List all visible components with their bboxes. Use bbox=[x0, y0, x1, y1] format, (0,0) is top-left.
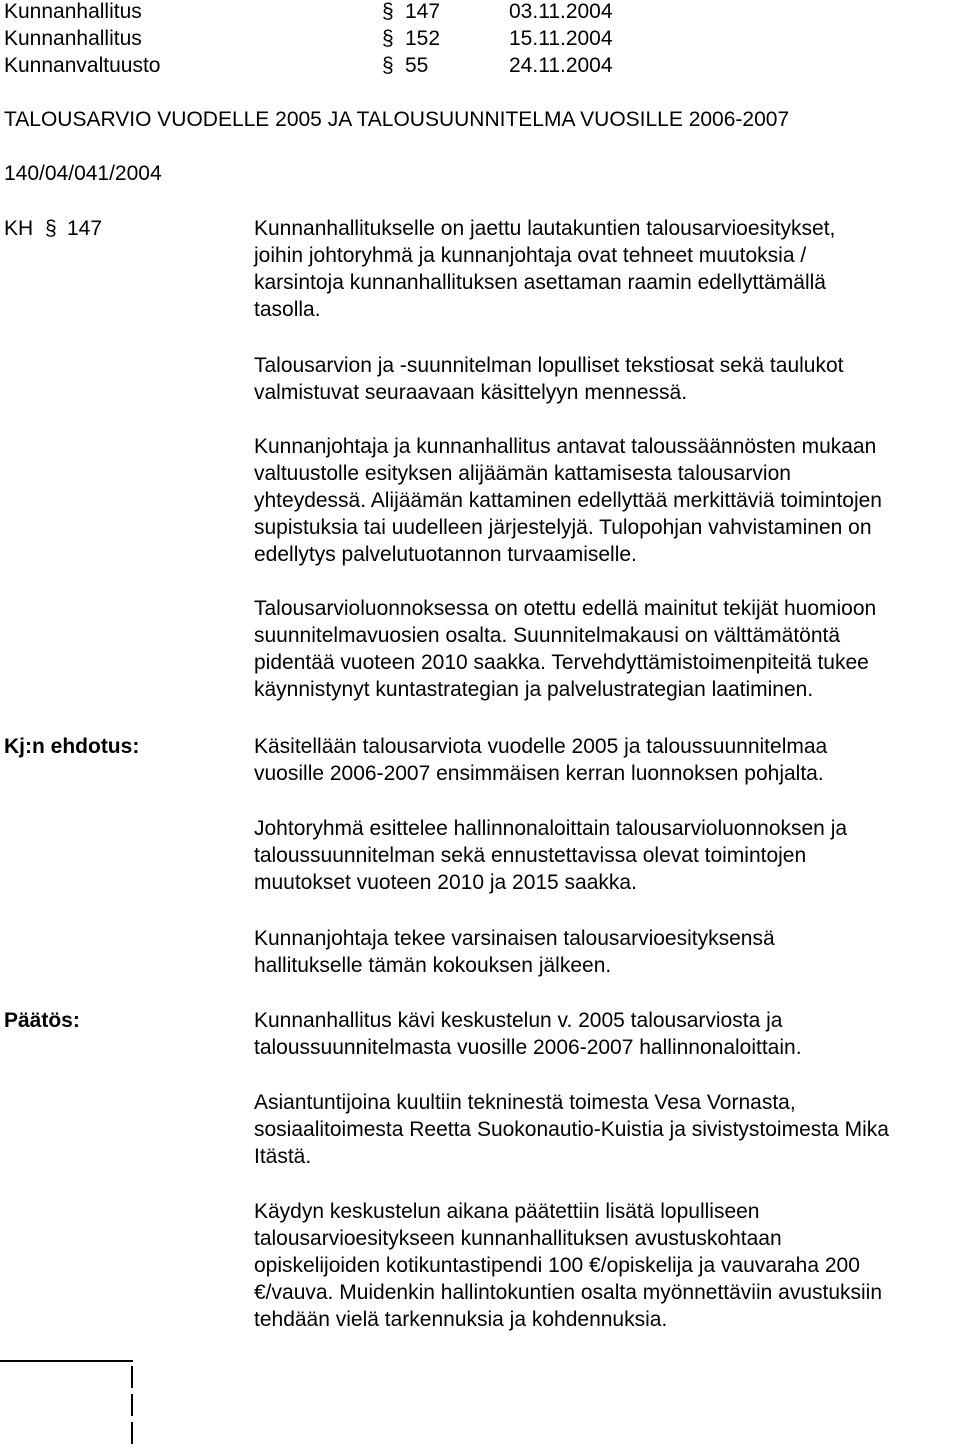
proposal-paragraph bbox=[254, 925, 958, 979]
kh-section-number: 147 bbox=[67, 217, 103, 240]
proposal-label: Kj:n ehdotus: bbox=[4, 735, 140, 758]
text-line: taloussuunnitelman sekä ennustettavissa olevat toimintojen bbox=[254, 844, 807, 867]
meeting-date: 03.11.2004 bbox=[509, 0, 613, 23]
vertical-mark bbox=[131, 1394, 133, 1416]
text-line: yhteydessä. Alijäämän kattaminen edellyttää merkittäviä toimintojen bbox=[254, 489, 882, 512]
text-line: Talousarvion ja -suunnitelman lopulliset tekstiosat sekä taulukot bbox=[254, 354, 844, 377]
section-sign-icon: § bbox=[382, 27, 394, 50]
text-line: hallitukselle tämän kokouksen jälkeen. bbox=[254, 954, 612, 977]
meeting-date: 15.11.2004 bbox=[509, 27, 613, 50]
horizontal-rule bbox=[0, 1360, 133, 1362]
vertical-mark bbox=[131, 1422, 133, 1444]
decision-paragraph bbox=[254, 1089, 958, 1170]
meeting-section-number: 147 bbox=[405, 0, 441, 23]
vertical-mark bbox=[131, 1366, 133, 1388]
text-line: muutokset vuoteen 2010 ja 2015 saakka. bbox=[254, 871, 637, 894]
meeting-body: Kunnanhallitus bbox=[4, 27, 142, 50]
intro-paragraph bbox=[254, 352, 958, 406]
text-line: talousarvioesitykseen kunnanhallituksen avustuskohtaan bbox=[254, 1227, 782, 1250]
intro-paragraph bbox=[254, 215, 958, 323]
document-title: TALOUSARVIO VUODELLE 2005 JA TALOUSUUNNITELMA VUOSILLE 2006-2007 bbox=[4, 108, 790, 131]
meeting-section-number: 55 bbox=[405, 54, 429, 77]
meeting-date: 24.11.2004 bbox=[509, 54, 613, 77]
text-line: Kunnanhallitukselle on jaettu lautakuntien talousarvioesitykset, bbox=[254, 217, 836, 240]
meeting-section-number: 152 bbox=[405, 27, 441, 50]
text-line: joihin johtoryhmä ja kunnanjohtaja ovat tehneet muutoksia / bbox=[254, 244, 807, 267]
decision-paragraph bbox=[254, 1198, 958, 1333]
text-line: Käsitellään talousarviota vuodelle 2005 ja taloussuunnitelmaa bbox=[254, 735, 828, 758]
kh-label: KH bbox=[4, 217, 34, 240]
text-line: valmistuvat seuraavaan käsittelyyn mennessä. bbox=[254, 381, 688, 404]
text-line: Talousarvioluonnoksessa on otettu edellä mainitut tekijät huomioon bbox=[254, 597, 877, 620]
text-line: suunnitelmavuosien osalta. Suunnitelmakausi on välttämätöntä bbox=[254, 624, 841, 647]
text-line: valtuustolle esityksen alijäämän kattamisesta talousarvion bbox=[254, 462, 791, 485]
text-line: €/vauva. Muidenkin hallintokuntien osalta myönnettäviin avustuksiin bbox=[254, 1281, 883, 1304]
text-line: taloussuunnitelmasta vuosille 2006-2007 hallinnonaloittain. bbox=[254, 1036, 802, 1059]
text-line: opiskelijoiden kotikuntastipendi 100 €/opiskelija ja vauvaraha 200 bbox=[254, 1254, 860, 1277]
reference-number: 140/04/041/2004 bbox=[4, 162, 162, 185]
section-sign-icon: § bbox=[382, 0, 394, 23]
proposal-paragraph bbox=[254, 733, 958, 787]
text-line: tasolla. bbox=[254, 298, 321, 321]
text-line: Itästä. bbox=[254, 1145, 312, 1168]
intro-paragraph bbox=[254, 433, 958, 568]
text-line: sosiaalitoimesta Reetta Suokonautio-Kuistia ja sivistystoimesta Mika bbox=[254, 1118, 889, 1141]
text-line: vuosille 2006-2007 ensimmäisen kerran luonnoksen pohjalta. bbox=[254, 762, 824, 785]
intro-paragraph bbox=[254, 595, 958, 703]
text-line: Kunnanhallitus kävi keskustelun v. 2005 talousarviosta ja bbox=[254, 1009, 783, 1032]
text-line: käynnistynyt kuntastrategian ja palvelustrategian laatiminen. bbox=[254, 678, 814, 701]
text-line: tehdään vielä tarkennuksia ja kohdennuksia. bbox=[254, 1308, 668, 1331]
decision-label: Päätös: bbox=[4, 1009, 80, 1032]
text-line: Kunnanjohtaja tekee varsinaisen talousarvioesityksensä bbox=[254, 927, 775, 950]
meeting-body: Kunnanvaltuusto bbox=[4, 54, 161, 77]
text-line: karsintoja kunnanhallituksen asettaman raamin edellyttämällä bbox=[254, 271, 826, 294]
meeting-body: Kunnanhallitus bbox=[4, 0, 142, 23]
text-line: Kunnanjohtaja ja kunnanhallitus antavat taloussäännösten mukaan bbox=[254, 435, 877, 458]
text-line: edellytys palvelutuotannon turvaamiselle. bbox=[254, 543, 637, 566]
text-line: Johtoryhmä esittelee hallinnonaloittain talousarvioluonnoksen ja bbox=[254, 817, 848, 840]
text-line: Käydyn keskustelun aikana päätettiin lisätä lopulliseen bbox=[254, 1200, 760, 1223]
text-line: pidentää vuoteen 2010 saakka. Tervehdyttämistoimenpiteitä tukee bbox=[254, 651, 869, 674]
text-line: supistuksia tai uudelleen järjestelyjä. Tulopohjan vahvistaminen on bbox=[254, 516, 872, 539]
decision-paragraph bbox=[254, 1007, 958, 1061]
text-line: Asiantuntijoina kuultiin tekninestä toimesta Vesa Vornasta, bbox=[254, 1091, 796, 1114]
proposal-paragraph bbox=[254, 815, 958, 896]
section-sign-icon: § bbox=[382, 54, 394, 77]
section-sign-icon: § bbox=[45, 217, 57, 240]
